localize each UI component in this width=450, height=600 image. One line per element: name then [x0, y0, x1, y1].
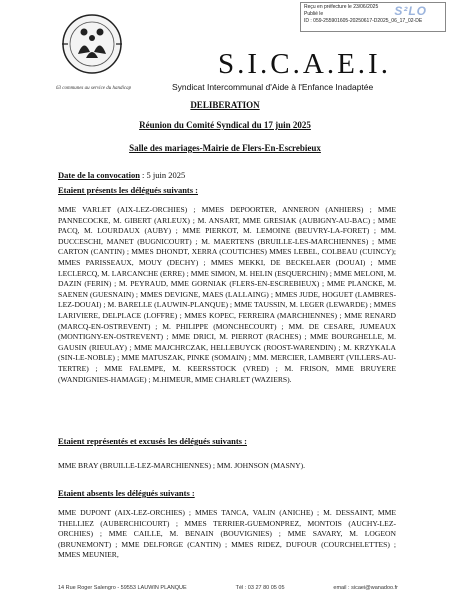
- represented-delegates: MME BRAY (BRUILLE-LEZ-MARCHIENNES) ; MM. JOHNSON (MASNY).: [58, 461, 306, 470]
- footer-email: email : sicaei@wanadoo.fr: [333, 585, 398, 591]
- convocation-label: Date de la convocation: [58, 170, 140, 180]
- page-footer: [58, 585, 398, 591]
- stamp-published-line: Publié le: [304, 11, 324, 17]
- present-heading: Etaient présents les délégués suivants :: [58, 185, 199, 195]
- stamp-received-line: Reçu en préfecture le 23/06/2025: [304, 4, 379, 10]
- represented-heading: Etaient représentés et excusés les délégués suivants :: [58, 436, 247, 446]
- document-title: DELIBERATION: [190, 100, 260, 110]
- present-delegates: MME VARLET (AIX-LEZ-ORCHIES) ; MMES DEPOORTER, ANNERON (ANHIERS) ; MME PANNECOCKE, M. GIBERT (ARLEUX) ; M. ANSART, MME GRESIAK (AUBIGNY-AU-BAC) ; MME PACQ, M. LOURDAUX (AUBY) ; MME PIERKOT, M. LEMOINE (BEUVRY-LA-FORET) ; MM. DUCCESCHI, MANET (BUGNICOURT) ; M. MAERTENS (BRUILLE-LES-MARCHIENNES) ; MME CARTON (CANTIN) ; MMES DHONDT, XERRA (COUTICHES) MMES LEBEL, COLBEAU (CUINCY); MMES PARISSEAUX, MOUY (DECHY) ; MMES MEKKI, DE BECKELAER (DOUAI) ; MME LECLERCQ, M. LARCANCHE (ERRE) ; MME SIMON, M. HELIN (ESQUERCHIN) ; MME MELONI, M. DAZIN (FERIN) ; M. PEYRAUD, MME GORNIAK (FLERS-EN-ESCREBIEUX) ; MME PLANCKE, M. SAENEN (GUESNAIN) ; MMES DEVIGNE, MAES (LALLAING) ; MMES JUDE, HOGUET (LAMBRES-LEZ-DOUAI) ; M. BARELLE (LAUWIN-PLANQUE) ; MME TAUSSIN, M. LEGER (LEWARDE) ; MMES LARIVIERE, DELPLACE (LOFFRE) ; MMES KOPEC, FERREIRA (MARCHIENNES) ; MME RENARD (MARCQ-EN-OSTREVENT) ; M. PHILIPPE (MONCHECOURT) ; MM. DE CESARE, JUMEAUX (MONTIGNY-EN-OSTREVENT) ; MME DRICI, M. PIERROT (RACHES) ; MME BOURGHELLE, M. GAUSIN (RIEULAY) ; MME MAJCHRCZAK, HELLEBUYCK (ROOST-WARENDIN) ; M. KRZYKALA (SIN-LE-NOBLE) ; MME MATUSZAK, PINKE (SOMAIN) ; MM. MERCIER, LAMBERT (VILLERS-AU-TERTRE) ; MME FALEMPE, M. KEERSSTOCK (VRED) ; M. FRISON, MME BRUYERE (WANDIGNIES-HAMAGE) ; M.HIMEUR, MME CHARLET (WAZIERS).: [58, 205, 396, 384]
- footer-phone: Tél : 03 27 80 05 05: [235, 585, 285, 591]
- convocation-date: [58, 170, 185, 180]
- convocation-value: : 5 juin 2025: [139, 170, 186, 180]
- organization-name: S.I.C.A.E.I.: [218, 48, 391, 80]
- absent-heading: Etaient absents les délégués suivants :: [58, 488, 195, 498]
- absent-delegates: MME DUPONT (AIX-LEZ-ORCHIES) ; MMES TANCA, VALIN (ANICHE) ; M. DESSAINT, MME THELLIEZ (AUBERCHICOURT) ; MMES TERRIER-GUEMONPREZ, MONTOIS (AUCHY-LEZ-ORCHIES) ; MME CAILLE, M. BENAIN (BOUVIGNIES) ; MME SAVARY, M. LOGEON (BRUNEMONT) ; MME DELFORGE (CANTIN) ; MMES RIDEZ, DUFOUR (COURCHELETTES) ; MMES MEUNIER,: [58, 508, 396, 560]
- slo-watermark: S²LO: [394, 4, 427, 18]
- organization-subtitle: Syndicat Intercommunal d'Aide à l'Enfance Inadaptée: [172, 82, 374, 92]
- stamp-id-line: ID : 059-255901605-20250617-D2025_06_17_02-DE: [304, 18, 423, 24]
- sicaei-logo-icon: [58, 12, 126, 76]
- meeting-title: Réunion du Comité Syndical du 17 juin 2025: [139, 120, 311, 130]
- logo-caption: 63 communes au service du handicap: [56, 86, 132, 91]
- footer-address: 14 Rue Roger Salengro - 59553 LAUWIN PLANQUE: [58, 585, 187, 591]
- prefecture-stamp: [300, 2, 446, 32]
- meeting-venue: Salle des mariages-Mairie de Flers-En-Escrebieux: [129, 143, 321, 153]
